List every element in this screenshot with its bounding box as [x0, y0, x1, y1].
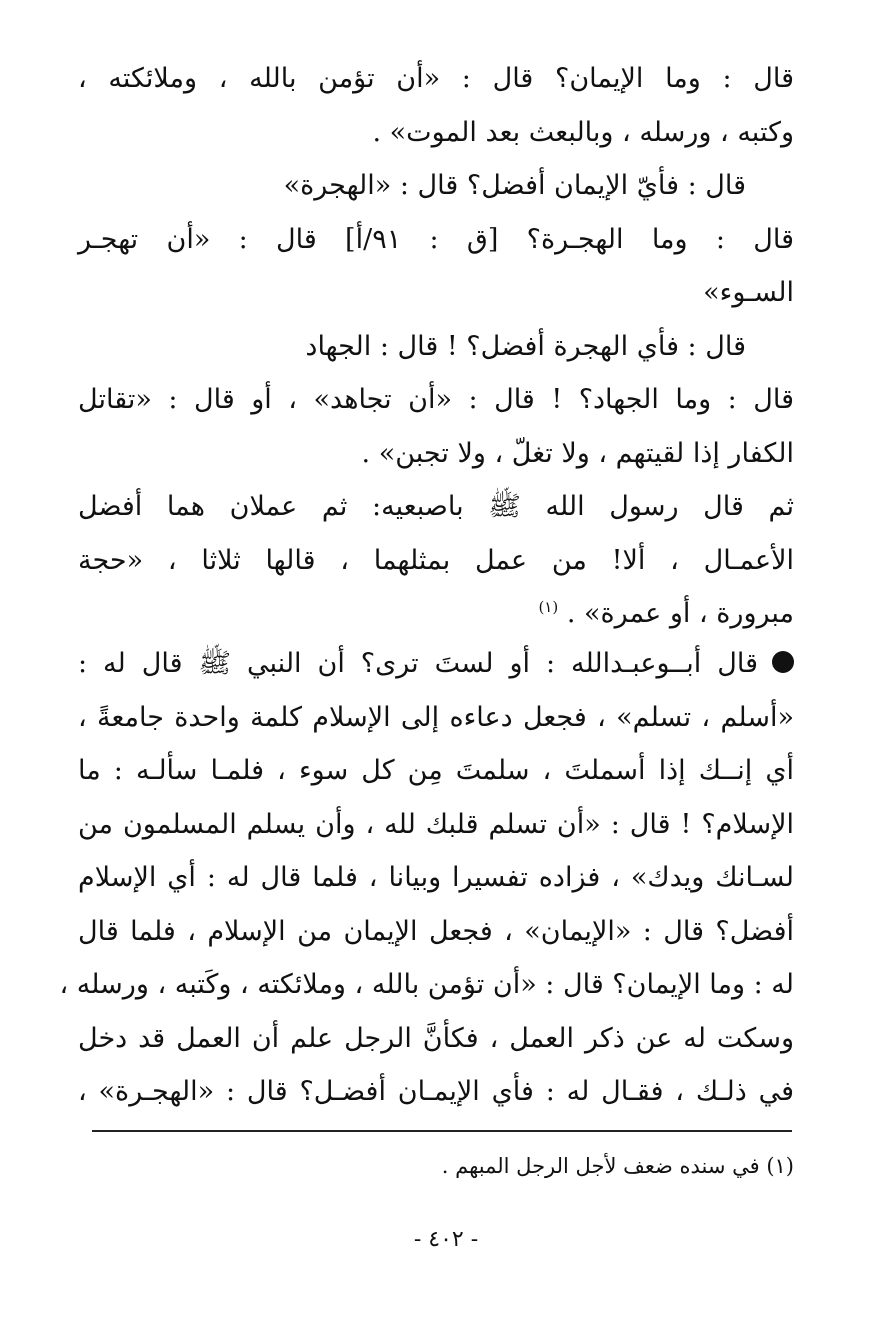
- text-line: مبرورة ، أو عمرة» .: [566, 598, 794, 629]
- text-line: وكتبه ، ورسله ، وبالبعث بعد الموت» .: [372, 116, 794, 148]
- page-number: - ٤٠٢ -: [413, 1227, 479, 1252]
- top-text-block: [78, 52, 794, 641]
- text-line: السـوء»: [703, 277, 794, 308]
- text-line: وسكت له عن ذكر العمل ، فكأنَّ الرجل علم أن العمل قد دخل: [78, 1022, 794, 1054]
- text-line: قال : فأي الهجرة أفضل؟ ! قال : الجهاد: [305, 330, 746, 362]
- text-line: ثم قال رسول الله ﷺ باصبعيه: ثم عملان هما أفضل: [78, 491, 794, 522]
- text-line: له : وما الإيمان؟ قال : «أن تؤمن بالله ، وملائكته ، وكَتبه ، ورسله ،: [59, 969, 794, 1000]
- text-line: قال : وما الجهاد؟ ! قال : «أن تجاهد» ، أو قال : «تقاتل: [78, 384, 794, 415]
- footnote-divider: [92, 1130, 792, 1132]
- text-line: في ذلـك ، فقـال له : فأي الإيمـان أفضـل؟ قال : «الهجـرة» ،: [78, 1076, 794, 1107]
- text-line: أي إنــك إذا أسملتَ ، سلمتَ مِن كل سوء ، فلمـا سألـه : ما: [78, 755, 794, 786]
- text-line-with-footnote: [78, 587, 794, 641]
- text-line: الكفار إذا لقيتهم ، ولا تغلّ ، ولا تجبن» .: [361, 437, 794, 469]
- bullet-icon: [772, 651, 794, 673]
- text-line: الإسلام؟ ! قال : «أن تسلم قلبك لله ، وأن يسلم المسلمون من: [78, 808, 794, 840]
- text-line: الأعمـال ، ألا! من عمل بمثلهما ، قالها ثلاثا ، «حجة: [78, 544, 794, 576]
- text-line: لسـانك ويدك» ، فزاده تفسيرا وبيانا ، فلما قال له : أي الإسلام: [78, 862, 794, 893]
- text-line: قال : وما الهجـرة؟ [ق : ٩١/أ] قال : «أن تهجـر: [78, 223, 794, 255]
- text-line: «أسلم ، تسلم» ، فجعل دعاءه إلى الإسلام كلمة واحدة جامعةً ،: [78, 701, 794, 733]
- text-line-with-bullet: [78, 637, 794, 691]
- footnote-reference: (١): [538, 598, 559, 616]
- text-line: قال أبــوعبـدالله : أو لستَ ترى؟ أن النبي ﷺ قال له :: [78, 648, 758, 679]
- footnote-text: (١) في سنده ضعف لأجل الرجل المبهم .: [441, 1154, 794, 1178]
- text-line: أفضل؟ قال : «الإيمان» ، فجعل الإيمان من الإسلام ، فلما قال: [78, 915, 794, 947]
- main-text-block: [59, 637, 794, 1119]
- text-line: قال : وما الإيمان؟ قال : «أن تؤمن بالله ، وملائكته ،: [78, 63, 794, 94]
- text-line: قال : فأيّ الإيمان أفضل؟ قال : «الهجرة»: [283, 170, 746, 201]
